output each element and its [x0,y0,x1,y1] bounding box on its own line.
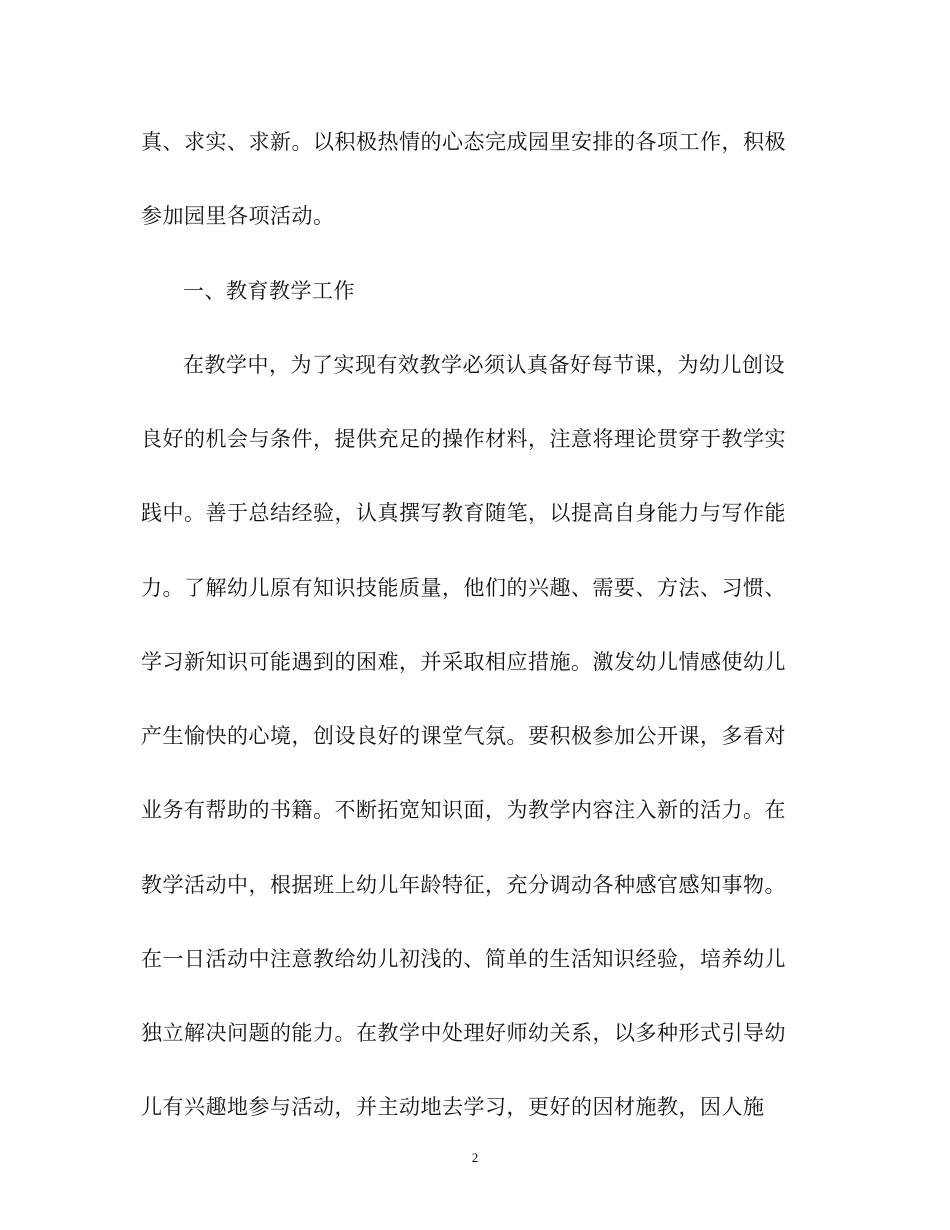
paragraph-line: 业务有帮助的书籍。不断拓宽知识面，为教学内容注入新的活力。在 [141,798,786,822]
paragraph-line: 独立解决问题的能力。在教学中处理好师幼关系，以多种形式引导幼 [141,1021,786,1045]
paragraph-line: 教学活动中，根据班上幼儿年龄特征，充分调动各种感官感知事物。 [141,873,786,897]
section-heading: 一、教育教学工作 [183,279,355,303]
paragraph-line: 践中。善于总结经验，认真撰写教育随笔，以提高自身能力与写作能 [141,501,786,525]
paragraph-line: 在一日活动中注意教给幼儿初浅的、简单的生活知识经验，培养幼儿 [141,947,786,971]
paragraph-line: 力。了解幼儿原有知识技能质量，他们的兴趣、需要、方法、习惯、 [141,576,786,600]
paragraph-line: 儿有兴趣地参与活动，并主动地去学习，更好的因材施教，因人施 [141,1095,765,1119]
paragraph-line: 真、求实、求新。以积极热情的心态完成园里安排的各项工作，积极 [141,130,786,154]
page-number: 2 [471,1150,479,1165]
paragraph-line: 学习新知识可能遇到的困难，并采取相应措施。激发幼儿情感使幼儿 [141,650,786,674]
paragraph-line: 产生愉快的心境，创设良好的课堂气氛。要积极参加公开课，多看对 [141,724,786,748]
paragraph-line: 良好的机会与条件，提供充足的操作材料，注意将理论贯穿于教学实 [141,427,786,451]
paragraph-line: 参加园里各项活动。 [141,204,335,228]
paragraph-line: 在教学中，为了实现有效教学必须认真备好每节课，为幼儿创设 [183,353,785,377]
